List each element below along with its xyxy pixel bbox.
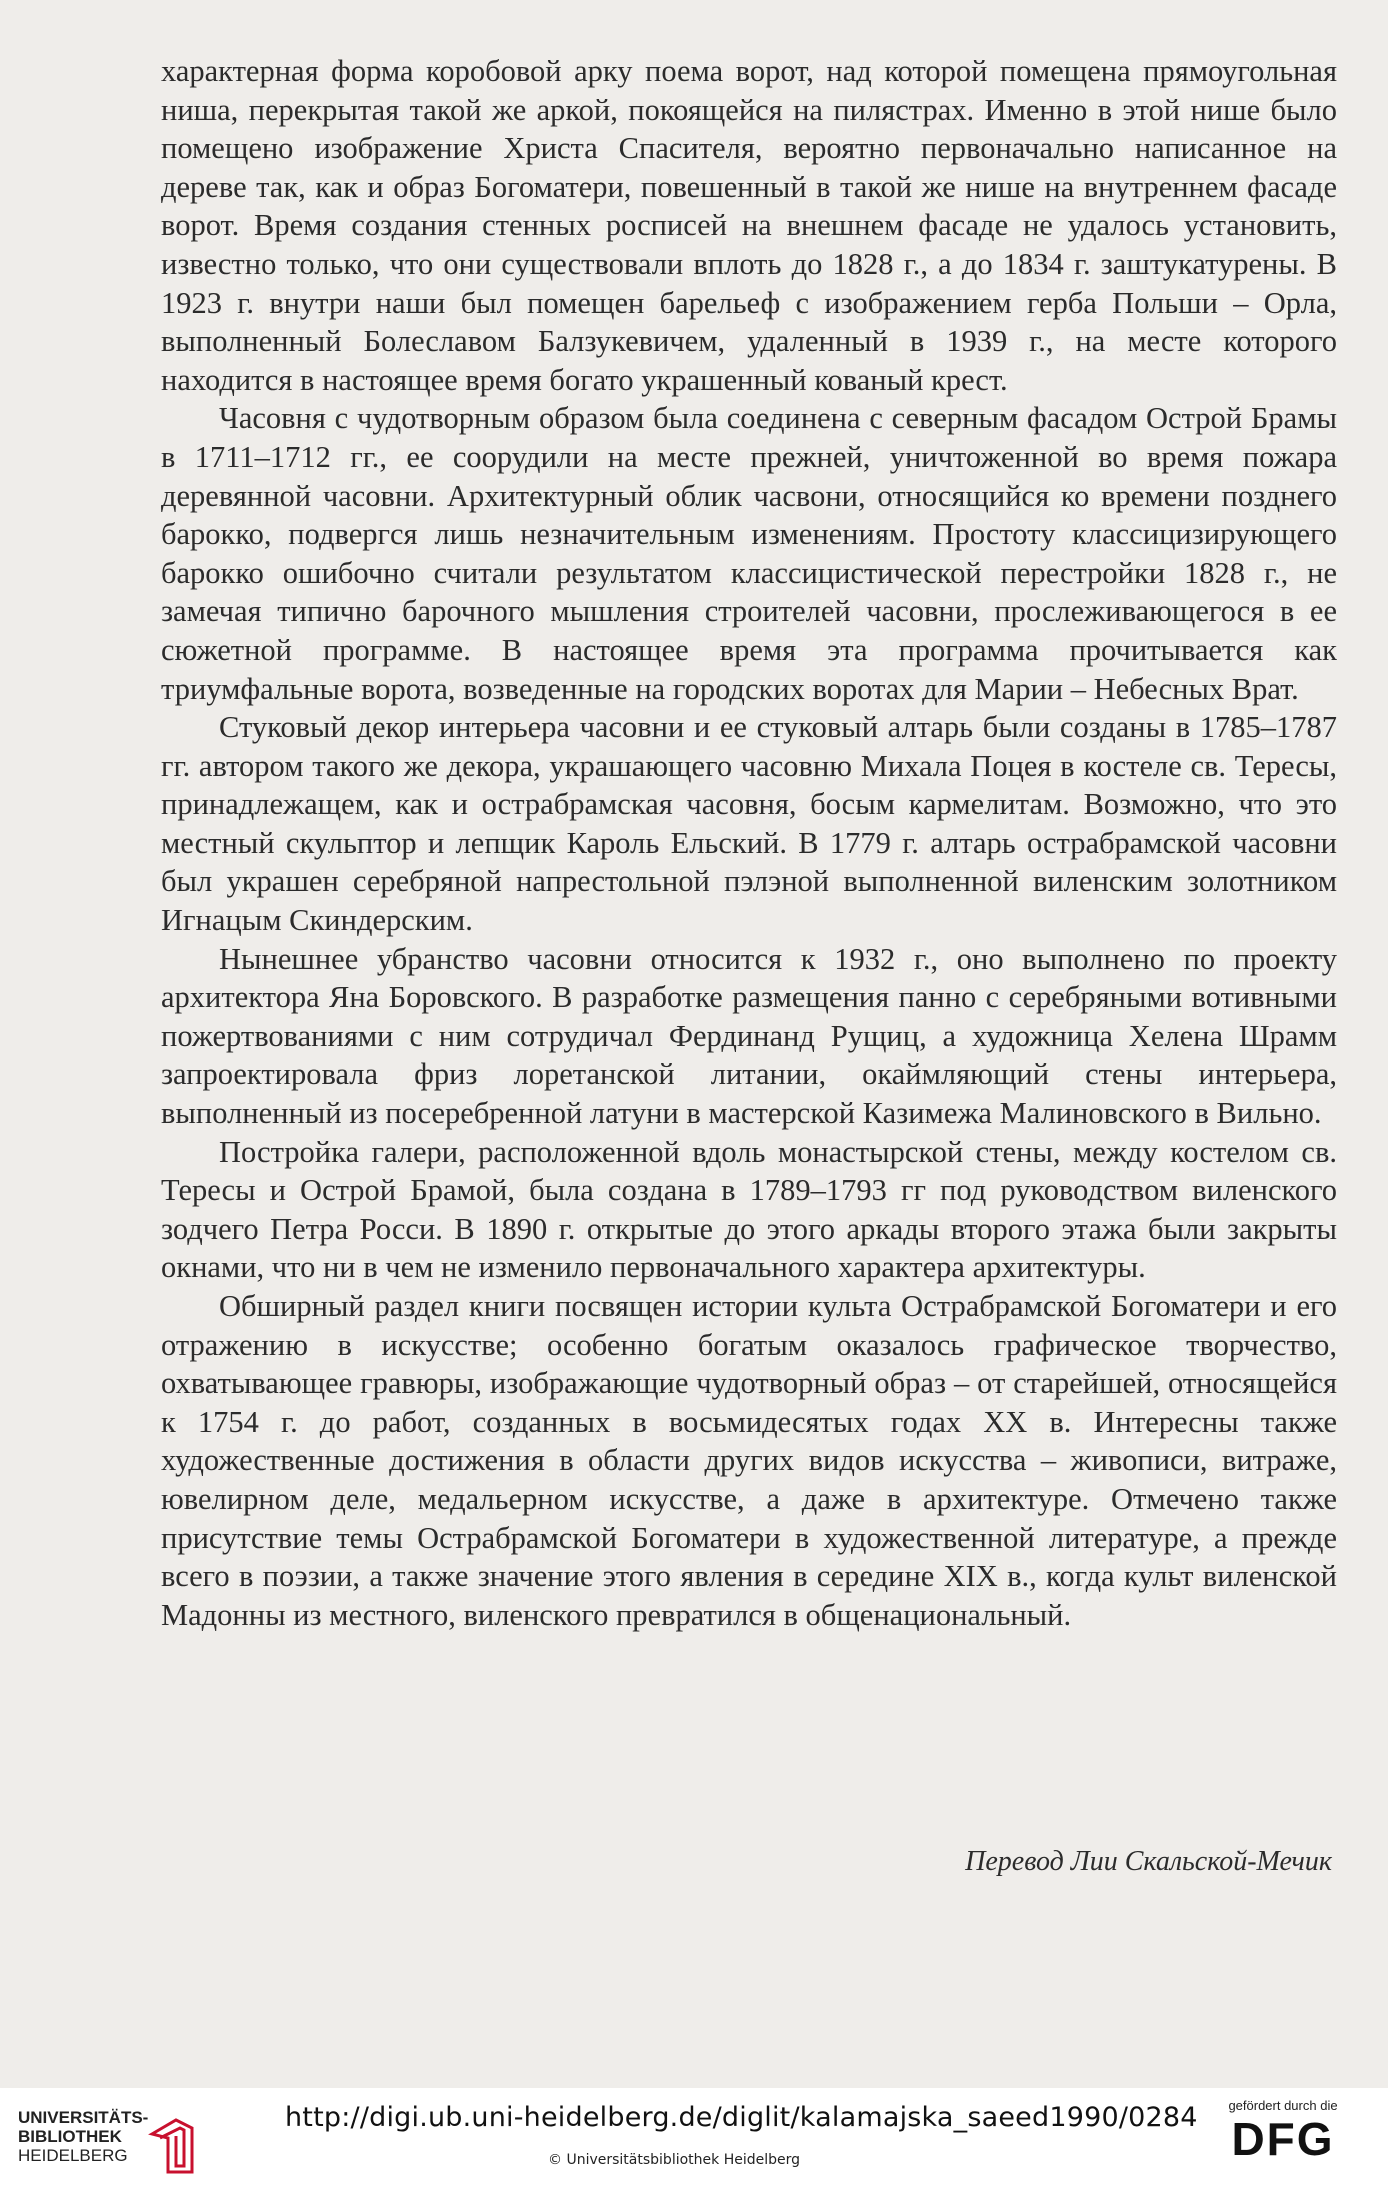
paragraph-3: Стуковый декор интерьера часовни и ее стуковый алтарь были созданы в 1785–1787 гг. автором такого же декора, украшающего часовню Михала Поцея в костеле св. Тересы, принадлежащем, как и острабрамская часовня, босым кармелитам. Возможно, что это местный скульптор и лепщик Кароль Ельский. В 1779 г. алтарь острабрамской часовни был украшен серебряной напрестольной пэлэной выполненной виленским золотником Игнацым Скиндерским. bbox=[161, 710, 1337, 938]
paragraph-6: Обширный раздел книги посвящен истории культа Острабрамской Богоматери и его отражению в искусстве; особенно богатым оказалось графическое творчество, охватывающее гравюры, изображающие чудотворный образ – от старейшей, относящейся к 1754 г. до работ, созданных в восьмидесятых годах XX в. Интересны также художественные достижения в области других видов искусства – живописи, витраже, ювелирном деле, медальерном искусстве, а даже в архитектуре. Отмечено также присутствие темы Острабрамской Богоматери в художественной литературе, а прежде всего в поэзии, а также значение этого явления в середине XIX в., когда культ виленской Мадонны из местного, виленского превратился в общенациональный. bbox=[161, 1289, 1337, 1632]
paragraph-4: Нынешнее убранство часовни относится к 1932 г., оно выполнено по проекту архитектора Яна Боровского. В разработке размещения панно с серебряными вотивными пожертвованиями с ним сотрудичал Фердинанд Рущиц, а художница Хелена Шрамм запроектировала фриз лоретанской литании, окаймляющий стены интерьера, выполненный из посеребренной латуни в мастерской Казимежа Малиновского в Вильно. bbox=[161, 941, 1337, 1131]
body-text bbox=[161, 52, 1337, 1634]
dfg-funding-logo[interactable] bbox=[1208, 2098, 1358, 2186]
permalink-url[interactable]: http://digi.ub.uni-heidelberg.de/diglit/kalamajska_saeed1990/0284 bbox=[285, 2102, 1198, 2133]
dfg-caption: gefördert durch die bbox=[1228, 2098, 1338, 2113]
paragraph-2: Часовня с чудотворным образом была соединена с северным фасадом Острой Брамы в 1711–1712 гг., ее соорудили на месте прежней, уничтоженной во время пожара деревянной часовни. Архитектурный облик часвони, относящийся ко времени позднего барокко, подвергся лишь незначительным изменениям. Простоту классицизирующего барокко ошибочно считали результатом классицистической перестройки 1828 г., не замечая типично барочного мышления строителей часовни, прослеживающегося в ее сюжетной программе. В настоящее время эта программа прочитывается как триумфальные ворота, возведенные на городских воротах для Марии – Небесных Врат. bbox=[161, 401, 1337, 706]
paragraph-5: Постройка галери, расположенной вдоль монастырской стены, между костелом св. Тересы и Острой Брамой, была создана в 1789–1793 гг под руководством виленского зодчего Петра Росси. В 1890 г. открытые до этого аркады второго этажа были закрыты окнами, что ни в чем не изменило первоначального характера архитектуры. bbox=[161, 1134, 1337, 1285]
paragraph-1: характерная форма коробовой арку поема ворот, над которой помещена прямоугольная ниша, перекрытая такой же аркой, покоящейся на пилястрах. Именно в этой нише было помещено изображение Христа Спасителя, вероятно первоначально написанное на дереве так, как и образ Богоматери, повешенный в такой же нише на внутреннем фасаде ворот. Время создания стенных росписей на внешнем фасаде не удалось установить, известно только, что они существовали вплоть до 1828 г., а до 1834 г. заштукатурены. В 1923 г. внутри наши был помещен барельеф с изображением герба Польши – Орла, выполненный Болеславом Балзукевичем, удаленный в 1939 г., на месте которого находится в настоящее время богато украшенный кованый крест. bbox=[161, 54, 1337, 397]
footer-bar bbox=[0, 2088, 1388, 2191]
library-emblem-icon bbox=[146, 2114, 198, 2178]
copyright-notice: © Universitätsbibliothek Heidelberg bbox=[548, 2152, 801, 2168]
university-library-logo[interactable] bbox=[18, 2100, 198, 2180]
library-name: UNIVERSITÄTS- BIBLIOTHEK HEIDELBERG bbox=[18, 2108, 149, 2165]
translator-credit: Перевод Лии Скальской-Мечик bbox=[965, 1846, 1332, 1877]
dfg-logo-icon: DFG bbox=[1231, 2113, 1335, 2165]
